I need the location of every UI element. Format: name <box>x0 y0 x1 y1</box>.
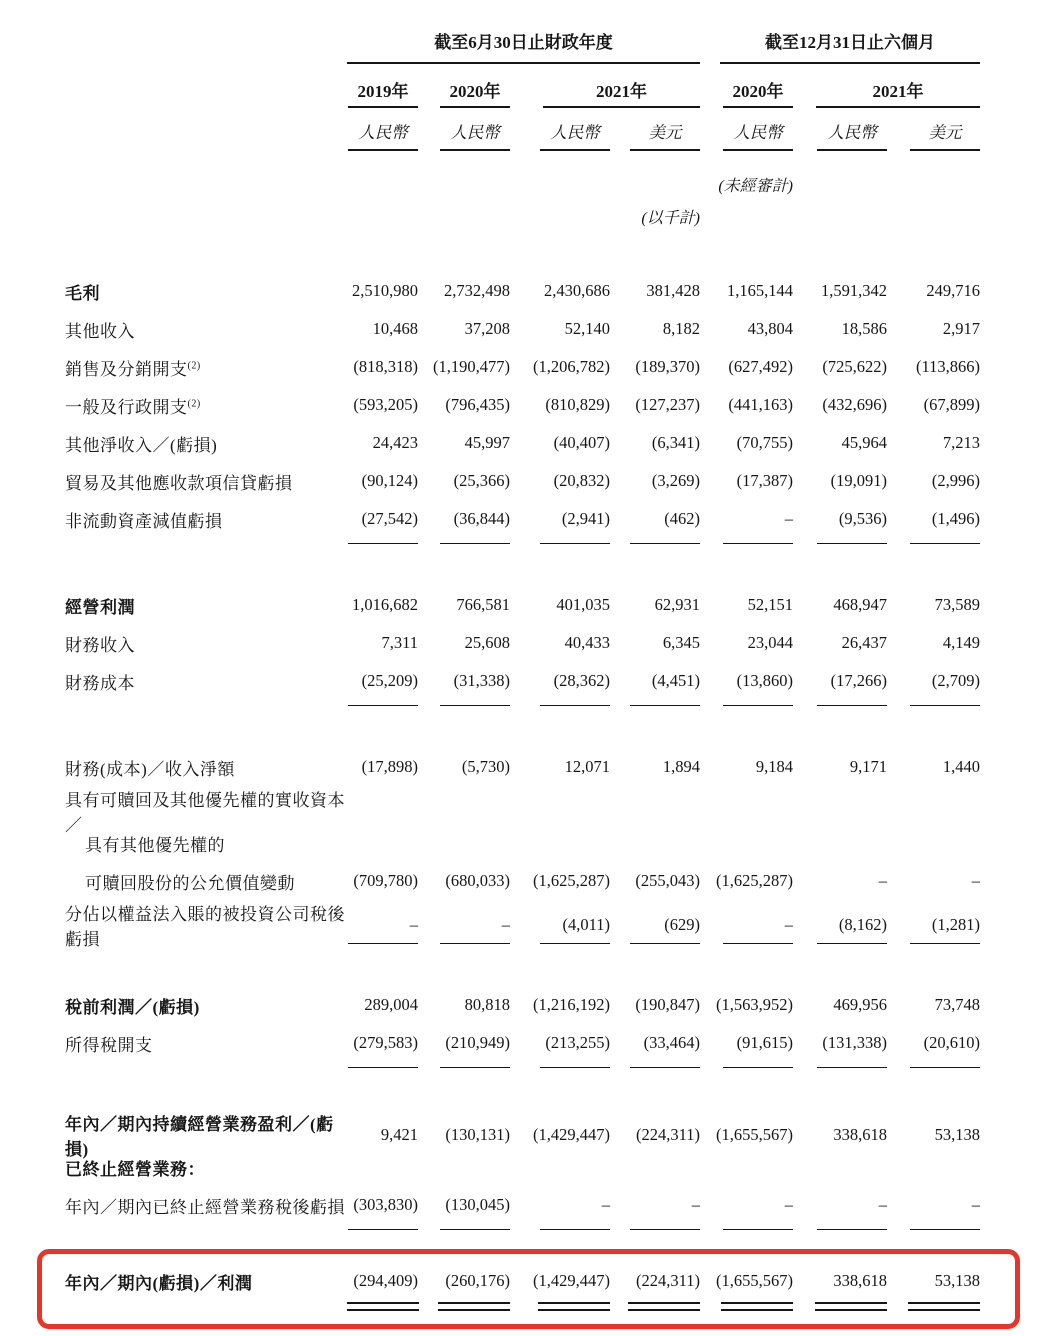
period-group-six-months: 截至12月31日止六個月 <box>720 28 980 64</box>
footnote-marker: (2) <box>187 397 201 409</box>
cell-value: (17,898) <box>361 757 418 776</box>
row-label: 財務收入 <box>65 635 135 655</box>
row-label: 非流動資產減值虧損 <box>65 511 223 531</box>
rule-line <box>348 1067 418 1068</box>
row-label: 銷售及分銷開支$^{(2)}$ <box>65 359 201 379</box>
cell-value: 80,818 <box>464 995 510 1014</box>
row-label: 年內／期內(虧損)／利潤 <box>65 1273 253 1293</box>
cell-value: (20,832) <box>553 471 610 490</box>
rule-line <box>723 1229 793 1230</box>
cell-value: (20,610) <box>923 1033 980 1052</box>
cell-value: (709,780) <box>353 871 418 890</box>
row-label: 稅前利潤／(虧損) <box>65 997 200 1017</box>
rule-line <box>348 543 418 544</box>
table-row <box>65 1148 980 1186</box>
cell-value: 401,035 <box>556 595 610 614</box>
cell-value: (28,362) <box>553 671 610 690</box>
year-header: 2019年 <box>348 77 418 108</box>
row-label: 可贖回股份的公允價值變動 <box>85 873 295 893</box>
table-row <box>65 1110 980 1159</box>
section-rule-row <box>65 1224 980 1238</box>
cell-value: (1,206,782) <box>533 357 610 376</box>
cell-value: – <box>601 1195 610 1214</box>
cell-value: – <box>971 871 980 890</box>
row-label: 已終止經營業務： <box>65 1159 205 1179</box>
cell-value: – <box>784 1195 793 1214</box>
header-years <box>65 77 980 108</box>
cell-value: (627,492) <box>728 357 793 376</box>
currency-header: 美元 <box>910 119 980 151</box>
cell-value: 7,311 <box>381 633 418 652</box>
rule-line <box>440 705 510 706</box>
table-row <box>65 310 980 348</box>
cell-value: (303,830) <box>353 1195 418 1214</box>
cell-value: (796,435) <box>445 395 510 414</box>
highlight-box <box>37 1249 1020 1329</box>
double-rule-line <box>347 1302 419 1311</box>
cell-value: (4,011) <box>562 915 610 934</box>
cell-value: (725,622) <box>822 357 887 376</box>
row-label: 貿易及其他應收款項信貸虧損 <box>65 473 293 493</box>
cell-value: 7,213 <box>942 433 980 452</box>
table-row <box>65 862 980 900</box>
cell-value: (19,091) <box>830 471 887 490</box>
currency-header: 人民幣 <box>540 119 610 151</box>
cell-value: 2,510,980 <box>352 281 418 300</box>
cell-value: (25,366) <box>453 471 510 490</box>
cell-value: (260,176) <box>445 1271 510 1290</box>
cell-value: (17,387) <box>736 471 793 490</box>
cell-value: 52,140 <box>564 319 610 338</box>
cell-value: (127,237) <box>635 395 700 414</box>
cell-value: (70,755) <box>736 433 793 452</box>
cell-value: (91,615) <box>736 1033 793 1052</box>
cell-value: 249,716 <box>926 281 980 300</box>
cell-value: (40,407) <box>553 433 610 452</box>
cell-value: 40,433 <box>564 633 610 652</box>
year-header: 2021年 <box>816 77 980 108</box>
double-rule-line <box>908 1302 980 1311</box>
cell-value: – <box>971 1195 980 1214</box>
table-row <box>65 900 980 949</box>
cell-value: (130,131) <box>445 1125 510 1144</box>
cell-value: (36,844) <box>453 509 510 528</box>
row-label: 毛利 <box>65 283 100 303</box>
rule-line <box>723 943 793 944</box>
rule-line <box>817 1067 887 1068</box>
cell-value: (130,045) <box>445 1195 510 1214</box>
row-label: 財務成本 <box>65 673 135 693</box>
cell-value: 469,956 <box>833 995 887 1014</box>
rule-line <box>440 1067 510 1068</box>
cell-value: (190,847) <box>635 995 700 1014</box>
table-row <box>65 348 980 386</box>
cell-value: 2,917 <box>942 319 980 338</box>
cell-value: – <box>501 915 510 934</box>
double-rule-line <box>721 1302 793 1311</box>
rule-line <box>630 705 700 706</box>
cell-value: – <box>409 915 418 934</box>
cell-value: (2,941) <box>561 509 610 528</box>
cell-value: – <box>691 1195 700 1214</box>
rule-line <box>817 1229 887 1230</box>
cell-value: (4,451) <box>651 671 700 690</box>
cell-value: – <box>784 509 793 528</box>
rule-line <box>440 1229 510 1230</box>
cell-value: (189,370) <box>635 357 700 376</box>
cell-value: 2,430,686 <box>544 281 610 300</box>
cell-value: (25,209) <box>361 671 418 690</box>
cell-value: 12,071 <box>564 757 610 776</box>
unit-note: (以千計) <box>641 210 700 227</box>
header-period-groups <box>65 28 980 64</box>
cell-value: (1,496) <box>931 509 980 528</box>
row-label: 具有可贖回及其他優先權的實收資本／ <box>65 791 345 835</box>
cell-value: (2,709) <box>931 671 980 690</box>
cell-value: (8,162) <box>838 915 887 934</box>
table-row <box>65 748 980 786</box>
cell-value: 25,608 <box>464 633 510 652</box>
cell-value: 1,016,682 <box>352 595 418 614</box>
cell-value: (131,338) <box>822 1033 887 1052</box>
row-label: 其他收入 <box>65 321 135 341</box>
footnote-marker: (2) <box>187 359 201 371</box>
currency-header: 人民幣 <box>440 119 510 151</box>
row-label: 年內／期內持續經營業務盈利／(虧損) <box>65 1115 334 1159</box>
rule-line <box>910 543 980 544</box>
cell-value: 53,138 <box>934 1125 980 1144</box>
cell-value: (1,625,287) <box>533 871 610 890</box>
cell-value: (279,583) <box>353 1033 418 1052</box>
year-header: 2020年 <box>723 77 793 108</box>
section-rule-row <box>65 700 980 714</box>
cell-value: 52,151 <box>747 595 793 614</box>
cell-value: 62,931 <box>654 595 700 614</box>
rule-line <box>540 1229 610 1230</box>
cell-value: (810,829) <box>545 395 610 414</box>
row-label: 具有其他優先權的 <box>85 835 225 855</box>
rule-line <box>630 943 700 944</box>
cell-value: 338,618 <box>833 1125 887 1144</box>
row-label: 其他淨收入／(虧損) <box>65 435 218 455</box>
cell-value: 289,004 <box>364 995 418 1014</box>
table-row <box>65 786 980 835</box>
rule-line <box>540 705 610 706</box>
rule-line <box>440 943 510 944</box>
rule-line <box>540 943 610 944</box>
cell-value: (1,429,447) <box>533 1271 610 1290</box>
rule-line <box>817 543 887 544</box>
cell-value: 766,581 <box>456 595 510 614</box>
table-row <box>65 624 980 662</box>
cell-value: (1,216,192) <box>533 995 610 1014</box>
cell-value: (17,266) <box>830 671 887 690</box>
cell-value: 73,589 <box>934 595 980 614</box>
cell-value: 9,184 <box>755 757 793 776</box>
rule-line <box>348 943 418 944</box>
double-rule-line <box>538 1302 610 1311</box>
cell-value: 1,894 <box>662 757 700 776</box>
row-label: 經營利潤 <box>65 597 135 617</box>
cell-value: (5,730) <box>461 757 510 776</box>
rule-line <box>910 1229 980 1230</box>
period-group-fiscal-years: 截至6月30日止財政年度 <box>347 28 700 64</box>
cell-value: (33,464) <box>643 1033 700 1052</box>
double-rule-line <box>628 1302 700 1311</box>
cell-value: (6,341) <box>651 433 700 452</box>
table-row <box>65 824 980 862</box>
rule-line <box>348 1229 418 1230</box>
cell-value: 4,149 <box>942 633 980 652</box>
rule-line <box>723 1067 793 1068</box>
table-row <box>65 1186 980 1224</box>
unit-note-row <box>65 207 980 231</box>
table-row <box>65 662 980 700</box>
header-currencies <box>65 119 980 151</box>
double-rule-line <box>438 1302 510 1311</box>
cell-value: 1,165,144 <box>727 281 793 300</box>
section-rule-row <box>65 1062 980 1076</box>
cell-value: (13,860) <box>736 671 793 690</box>
cell-value: (224,311) <box>635 1125 700 1144</box>
rule-line <box>540 543 610 544</box>
cell-value: (1,190,477) <box>433 357 510 376</box>
cell-value: – <box>878 871 887 890</box>
section-rule-row <box>65 538 980 552</box>
cell-value: (90,124) <box>361 471 418 490</box>
cell-value: (67,899) <box>923 395 980 414</box>
row-label: 所得稅開支 <box>65 1035 153 1055</box>
cell-value: 37,208 <box>464 319 510 338</box>
cell-value: (294,409) <box>353 1271 418 1290</box>
year-header: 2020年 <box>440 77 510 108</box>
cell-value: (462) <box>664 509 700 528</box>
rule-line <box>723 543 793 544</box>
unaudited-note-row <box>65 175 980 199</box>
cell-value: (1,625,287) <box>716 871 793 890</box>
cell-value: 6,345 <box>662 633 700 652</box>
rule-line <box>910 1067 980 1068</box>
cell-value: 10,468 <box>372 319 418 338</box>
table-row <box>65 386 980 424</box>
rule-line <box>630 1229 700 1230</box>
currency-header: 人民幣 <box>723 119 793 151</box>
cell-value: (113,866) <box>915 357 980 376</box>
cell-value: 338,618 <box>833 1271 887 1290</box>
cell-value: 26,437 <box>841 633 887 652</box>
rule-line <box>540 1067 610 1068</box>
table-row <box>65 272 980 310</box>
rule-line <box>910 943 980 944</box>
cell-value: (1,281) <box>931 915 980 934</box>
cell-value: (255,043) <box>635 871 700 890</box>
cell-value: (1,563,952) <box>716 995 793 1014</box>
row-label: 一般及行政開支$^{(2)}$ <box>65 397 201 417</box>
cell-value: (629) <box>664 915 700 934</box>
cell-value: (441,163) <box>728 395 793 414</box>
cell-value: (2,996) <box>931 471 980 490</box>
rule-line <box>817 943 887 944</box>
currency-header: 美元 <box>630 119 700 151</box>
rule-line <box>910 705 980 706</box>
cell-value: (210,949) <box>445 1033 510 1052</box>
rule-line <box>630 1067 700 1068</box>
cell-value: 24,423 <box>372 433 418 452</box>
table-row <box>65 424 980 462</box>
currency-header: 人民幣 <box>348 119 418 151</box>
cell-value: (27,542) <box>361 509 418 528</box>
cell-value: 73,748 <box>934 995 980 1014</box>
cell-value: 9,421 <box>380 1125 418 1144</box>
cell-value: – <box>784 915 793 934</box>
cell-value: 1,591,342 <box>821 281 887 300</box>
cell-value: – <box>878 1195 887 1214</box>
cell-value: (9,536) <box>838 509 887 528</box>
table-row <box>65 462 980 500</box>
cell-value: (1,655,567) <box>716 1271 793 1290</box>
rule-line <box>723 705 793 706</box>
double-rule-line <box>815 1302 887 1311</box>
table-row <box>65 500 980 538</box>
cell-value: (818,318) <box>353 357 418 376</box>
cell-value: 2,732,498 <box>444 281 510 300</box>
rule-line <box>630 543 700 544</box>
row-label: 分佔以權益法入賬的被投資公司稅後虧損 <box>65 905 345 949</box>
cell-value: (224,311) <box>635 1271 700 1290</box>
rule-line <box>817 705 887 706</box>
table-row <box>65 1024 980 1062</box>
cell-value: (213,255) <box>545 1033 610 1052</box>
table-row <box>65 986 980 1024</box>
row-label: 財務(成本)／收入淨額 <box>65 759 235 779</box>
unaudited-note: (未經審計) <box>718 178 793 195</box>
cell-value: (432,696) <box>822 395 887 414</box>
cell-value: 468,947 <box>833 595 887 614</box>
cell-value: 1,440 <box>942 757 980 776</box>
cell-value: (3,269) <box>651 471 700 490</box>
table-row <box>65 586 980 624</box>
currency-header: 人民幣 <box>817 119 887 151</box>
cell-value: (593,205) <box>353 395 418 414</box>
table-row-total <box>65 1262 980 1300</box>
cell-value: (1,655,567) <box>716 1125 793 1144</box>
cell-value: 18,586 <box>841 319 887 338</box>
year-header: 2021年 <box>543 77 700 108</box>
cell-value: 9,171 <box>849 757 887 776</box>
cell-value: 8,182 <box>662 319 700 338</box>
cell-value: 381,428 <box>646 281 700 300</box>
cell-value: 43,804 <box>747 319 793 338</box>
row-label: 年內／期內已終止經營業務稅後虧損 <box>65 1197 345 1217</box>
rule-line <box>348 705 418 706</box>
cell-value: (31,338) <box>453 671 510 690</box>
cell-value: 53,138 <box>934 1271 980 1290</box>
cell-value: (1,429,447) <box>533 1125 610 1144</box>
cell-value: 45,964 <box>841 433 887 452</box>
cell-value: (680,033) <box>445 871 510 890</box>
cell-value: 45,997 <box>464 433 510 452</box>
rule-line <box>440 543 510 544</box>
cell-value: 23,044 <box>747 633 793 652</box>
total-double-rule-row <box>65 1300 980 1318</box>
